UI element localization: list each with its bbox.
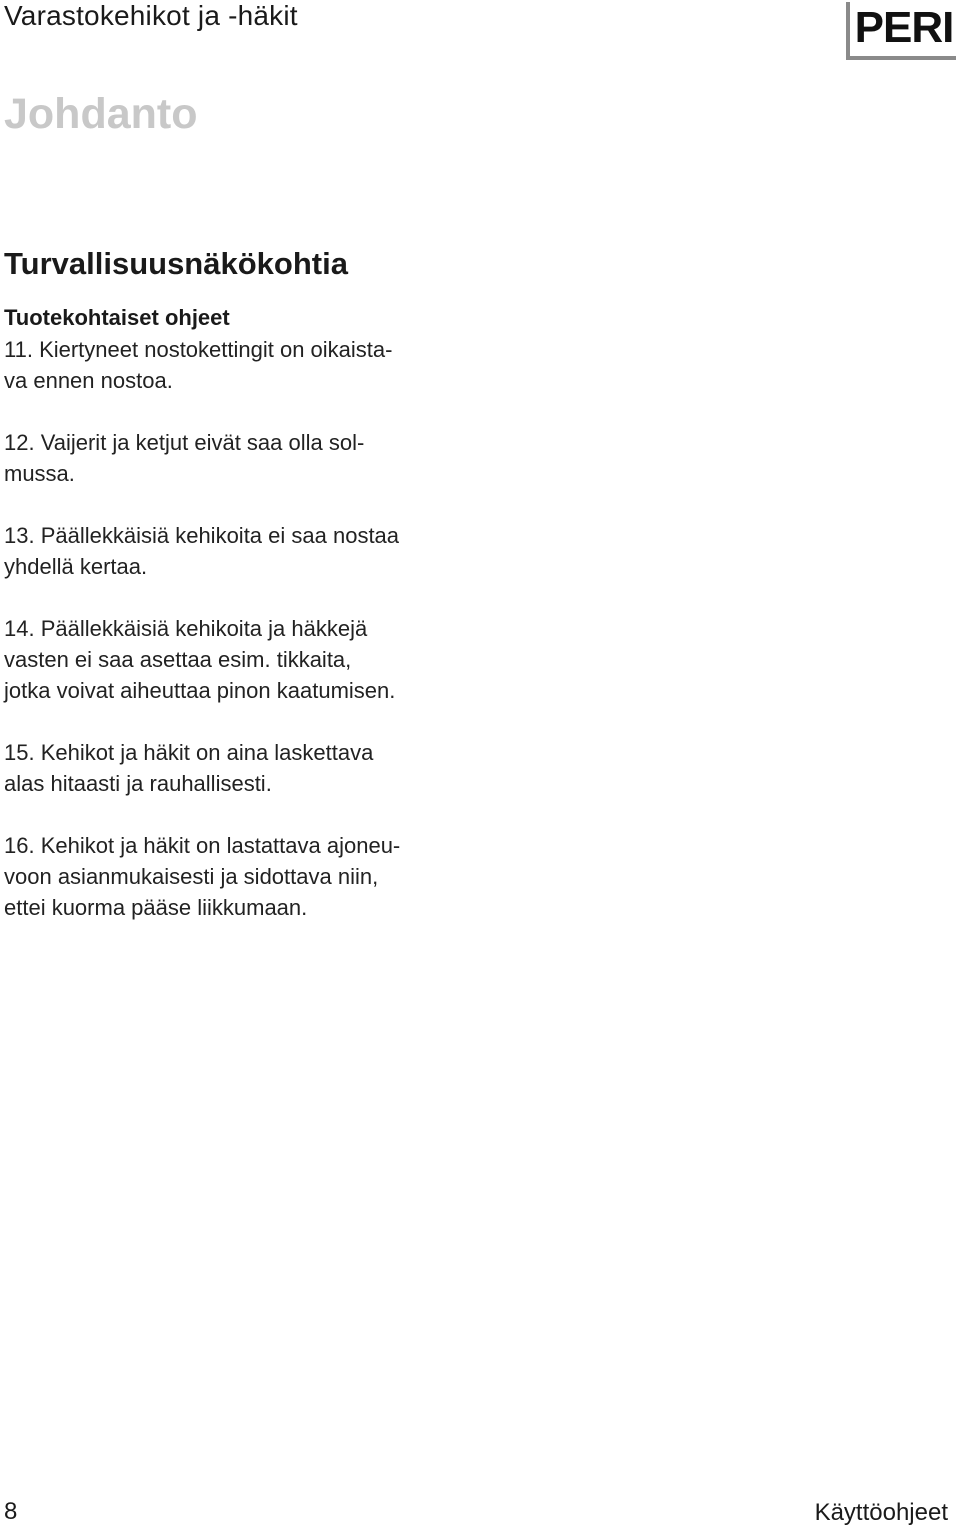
document-header-title: Varastokehikot ja -häkit: [4, 0, 298, 31]
footer-label: Käyttöohjeet: [814, 1499, 948, 1526]
rule-item: 15. Kehikot ja häkit on aina laskettava alas hitaasti ja rauhallisesti.: [4, 740, 374, 796]
rule-item: 11. Kiertyneet nostokettingit on oikaista- va ennen nostoa.: [4, 337, 393, 393]
peri-logo: [842, 0, 958, 62]
rule-item: 16. Kehikot ja häkit on lastattava ajoneu- voon asianmukaisesti ja sidottava niin, ettei kuorma pääse liikkumaan.: [4, 833, 401, 920]
subsection-title: Turvallisuusnäkökohtia: [4, 246, 348, 281]
page-number: 8: [4, 1498, 18, 1525]
rule-item: 12. Vaijerit ja ketjut eivät saa olla sol- mussa.: [4, 430, 365, 486]
subheading: Tuotekohtaiset ohjeet: [4, 305, 230, 330]
rules-list: [4, 334, 474, 954]
rule-item: 14. Päällekkäisiä kehikoita ja häkkejä vasten ei saa asettaa esim. tikkaita, jotka voivat aiheuttaa pinon kaatumisen.: [4, 616, 396, 703]
section-title: Johdanto: [4, 90, 198, 138]
rule-item: 13. Päällekkäisiä kehikoita ei saa nostaa yhdellä kertaa.: [4, 523, 400, 579]
peri-logo-text: PERI: [854, 3, 954, 52]
